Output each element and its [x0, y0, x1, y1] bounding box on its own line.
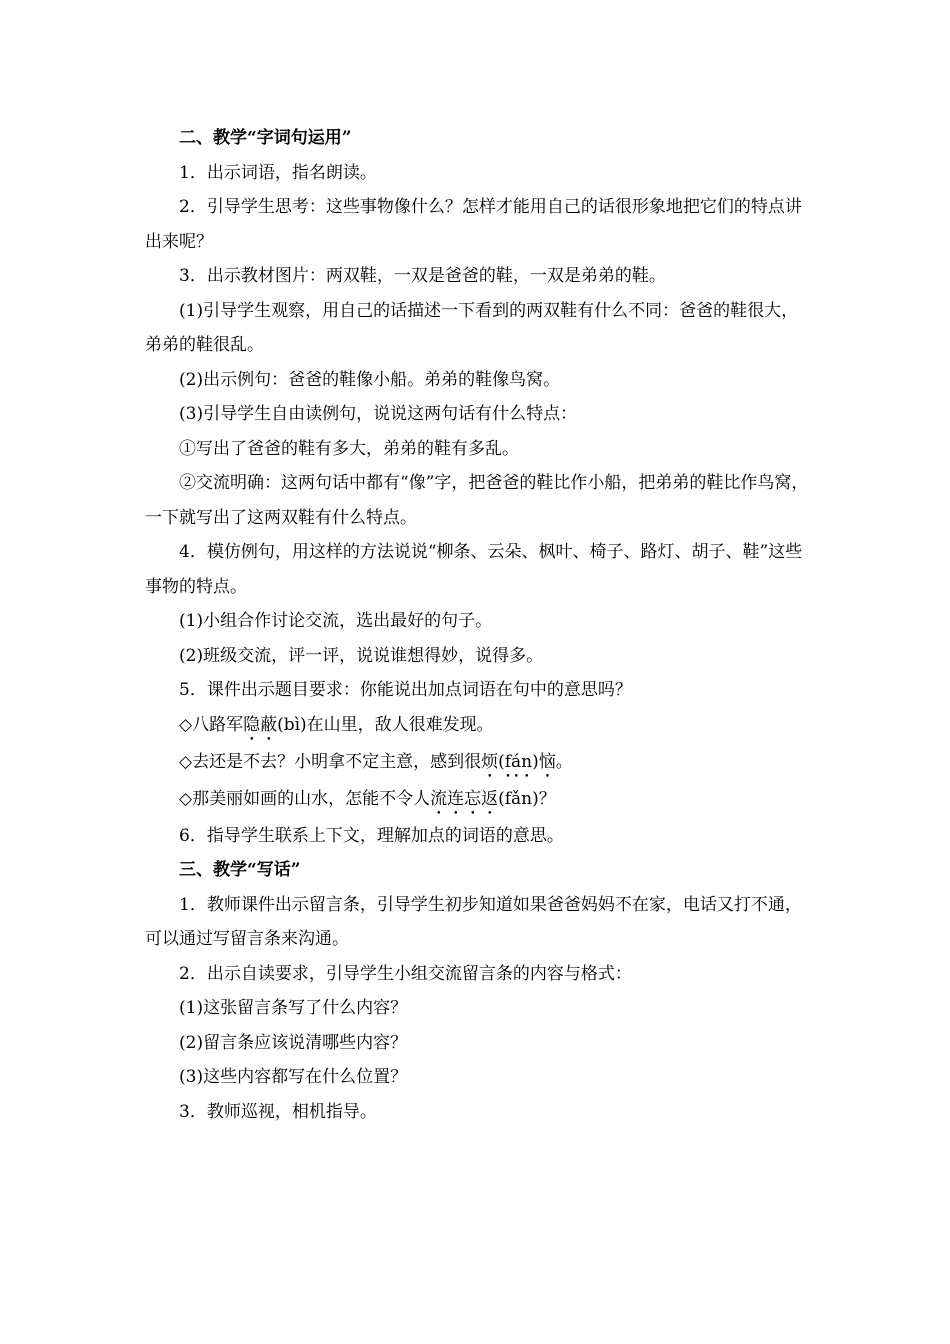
paragraph: (3)这些内容都写在什么位置？	[179, 1067, 408, 1087]
dotted-word: 隐蔽	[243, 714, 278, 735]
sentence-text: 。	[555, 751, 573, 772]
example-sentence	[145, 745, 810, 782]
paragraph: (1)小组合作讨论交流，选出最好的句子。	[179, 611, 493, 631]
paragraph: 6．指导学生联系上下文，理解加点的词语的意思。	[179, 825, 564, 846]
paragraph: (1)引导学生观察，用自己的话描述一下看到的两双鞋有什么不同：爸爸的鞋很大，弟弟的鞋很乱。	[145, 300, 799, 355]
sentence-text: ◇八路军	[179, 714, 244, 735]
dotted-word: 流连忘返	[430, 788, 499, 809]
paragraph: 1．出示词语，指名朗读。	[179, 162, 377, 183]
paragraph: 4．模仿例句，用这样的方法说说“柳条、云朵、枫叶、椅子、路灯、胡子、鞋”这些事物的特点。	[145, 542, 803, 597]
sentence-text: (bì)在山里，敌人很难发现。	[277, 714, 494, 735]
section-heading-writing: 三、教学“写话”	[179, 860, 301, 880]
paragraph: (2)留言条应该说清哪些内容？	[179, 1032, 408, 1053]
sentence-text: (fǎn)？	[498, 788, 556, 809]
paragraph: (1)这张留言条写了什么内容？	[179, 998, 408, 1018]
paragraph: (3)引导学生自由读例句，说说这两句话有什么特点：	[179, 404, 578, 424]
paragraph: 2．引导学生思考：这些事物像什么？怎样才能用自己的话很形象地把它们的特点讲出来呢？	[145, 197, 802, 252]
section-heading-word-sentence: 二、教学“字词句运用”	[179, 128, 352, 148]
paragraph: 2．出示自读要求，引导学生小组交流留言条的内容与格式：	[179, 963, 632, 984]
example-sentence	[145, 708, 810, 745]
paragraph: 5．课件出示题目要求：你能说出加点词语在句中的意思吗？	[179, 680, 632, 700]
paragraph: ①写出了爸爸的鞋有多大，弟弟的鞋有多乱。	[179, 438, 519, 459]
paragraph: 3．教师巡视，相机指导。	[179, 1101, 377, 1122]
paragraph: ②交流明确：这两句话中都有“像”字，把爸爸的鞋比作小船，把弟弟的鞋比作鸟窝，一下就写出了这两双鞋有什么特点。	[145, 473, 809, 528]
example-sentence	[145, 782, 810, 819]
paragraph: (2)出示例句：爸爸的鞋像小船。弟弟的鞋像鸟窝。	[179, 369, 561, 390]
dotted-word: 烦(fán)恼	[481, 751, 556, 772]
sentence-text: ◇去还是不去？小明拿不定主意，感到很	[179, 751, 482, 772]
document-body	[145, 121, 810, 1129]
paragraph: (2)班级交流，评一评，说说谁想得妙，说得多。	[179, 645, 544, 666]
sentence-text: ◇那美丽如画的山水，怎能不令人	[179, 788, 431, 809]
paragraph: 3．出示教材图片：两双鞋，一双是爸爸的鞋，一双是弟弟的鞋。	[179, 266, 666, 286]
paragraph: 1．教师课件出示留言条，引导学生初步知道如果爸爸妈妈不在家，电话又打不通，可以通过写留言条来沟通。	[145, 894, 802, 949]
